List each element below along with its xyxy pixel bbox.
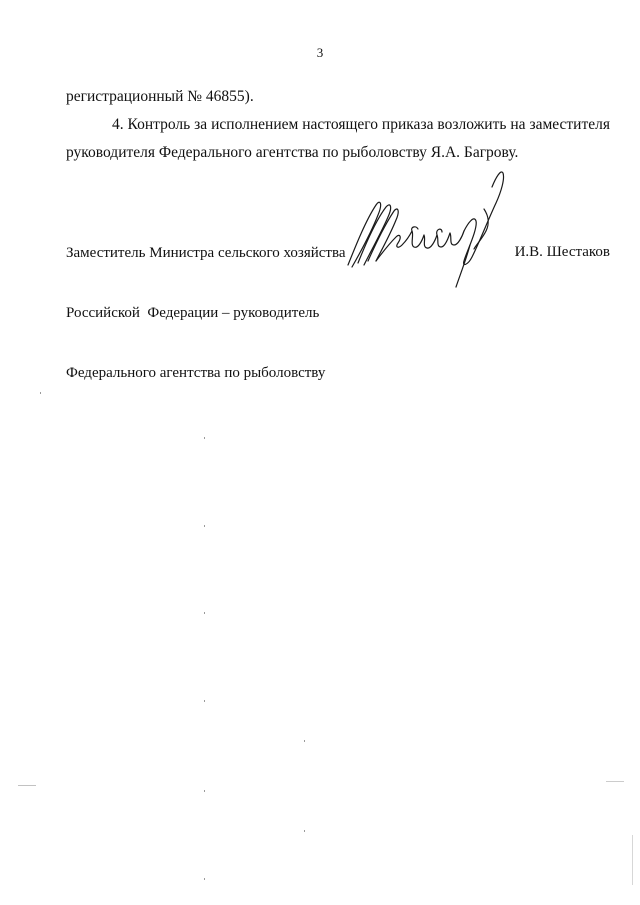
scan-speck	[204, 878, 205, 880]
position-line-3: Федерального агентства по рыболовству	[66, 365, 326, 381]
position-line-1: Заместитель Министра сельского хозяйства	[66, 245, 346, 261]
signatory-position	[66, 203, 346, 403]
scan-speck	[304, 830, 305, 832]
page-number: 3	[316, 45, 324, 60]
scan-speck	[606, 781, 624, 782]
handwritten-signature-icon	[338, 165, 513, 290]
position-line-2: Российской Федерации – руководитель	[66, 305, 320, 321]
scan-speck	[304, 740, 305, 742]
scan-speck	[204, 525, 205, 527]
body-paragraph-2: 4. Контроль за исполнением настоящего приказа возложить на заместителя руководителя Федерального агентства по рыболовству Я.А. Багрову.	[66, 115, 610, 161]
scan-speck	[204, 700, 205, 702]
scan-speck	[204, 437, 205, 439]
scan-speck	[204, 790, 205, 792]
signer-name: И.В. Шестаков	[514, 244, 610, 260]
scan-speck	[632, 835, 633, 885]
body-paragraph-1: регистрационный № 46855).	[66, 87, 254, 105]
scan-speck	[204, 612, 205, 614]
scan-speck	[18, 785, 36, 786]
scan-speck	[40, 392, 41, 394]
